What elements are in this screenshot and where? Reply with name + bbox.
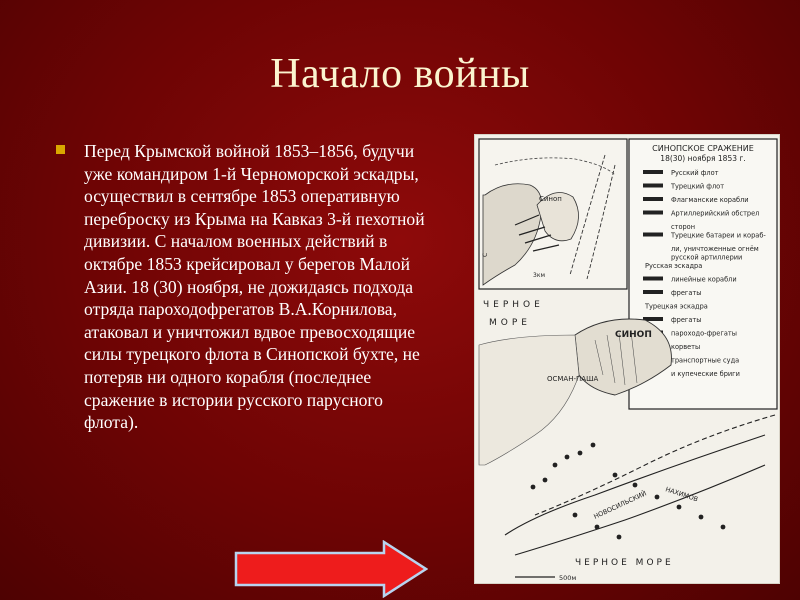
black-sea-label: ЧЕРНОЕ	[483, 300, 544, 310]
legend-item: пароходо-фрегаты	[671, 329, 737, 338]
sinop-label: СИНОП	[615, 330, 652, 340]
nakhimov-label: НАХИМОВ	[664, 485, 700, 504]
legend-item: Флагманские корабли	[671, 196, 749, 204]
sea-label: МОРЕ	[489, 318, 531, 328]
novosilsky-label: НОВОСИЛЬСКИЙ	[592, 489, 648, 521]
legend-marker	[643, 277, 663, 281]
right-arrow-icon[interactable]	[236, 542, 426, 596]
next-slide-button[interactable]	[234, 540, 428, 598]
legend-item: сторон	[671, 223, 696, 231]
osman-pasha-label: ОСМАН-ПАША	[547, 375, 599, 383]
legend-item: фрегаты	[671, 316, 702, 324]
legend-item: фрегаты	[671, 289, 702, 297]
legend-marker	[643, 197, 663, 201]
legend-item: Турецкий флот	[671, 182, 725, 191]
legend-item: Русский флот	[671, 169, 719, 177]
main-scale-label: 500м	[559, 574, 577, 582]
legend-item: и купеческие бриги	[671, 370, 740, 378]
legend-item: Турецкая эскадра	[645, 302, 708, 311]
legend-item: Артиллерийский обстрел	[671, 209, 760, 218]
legend-item: Русская эскадра	[645, 262, 703, 270]
legend-marker	[643, 211, 663, 215]
inset-sinop-label: Синоп	[539, 195, 562, 203]
body-paragraph: Перед Крымской войной 1853–1856, будучи уже командиром 1-й Черноморской эскадры, осуществил в сентябре 1853 оперативную переброску из Крыма на Кавказ 3-й пехотной дивизии. С началом военных действий в октябре 1853 крейсировал у берегов Малой Азии. 18 (30) ноября, не дожидаясь подхода отряда пароходофрегатов В.А.Корнилова, атаковал и уничтожил вдвое превосходящие силы турецкого флота в Синопской бухте, не потеряв ни одного корабля (последнее сражение в истории русского парусного флота).	[84, 141, 425, 433]
legend-marker	[643, 290, 663, 294]
inset-scale-label: 3км	[533, 272, 545, 279]
legend-item: транспортные суда	[671, 356, 740, 365]
legend-item: русской артиллерии	[671, 253, 743, 262]
bullet-square-icon	[56, 145, 65, 154]
slide-title: Начало войны	[270, 51, 530, 97]
black-sea-bottom-label: ЧЕРНОЕ МОРЕ	[575, 558, 674, 568]
legend-item: корветы	[671, 343, 701, 351]
legend-marker	[643, 184, 663, 188]
battle-map-image	[474, 134, 780, 584]
map-subtitle: 18(30) ноября 1853 г.	[660, 154, 746, 163]
map-title: СИНОПСКОЕ СРАЖЕНИЕ	[652, 144, 754, 153]
legend-item: ли, уничтоженные огнём	[671, 245, 759, 253]
svg-text:С: С	[482, 252, 489, 257]
legend-item: линейные корабли	[671, 275, 737, 284]
legend-item: Турецкие батареи и кораб-	[671, 231, 766, 240]
legend-marker	[643, 170, 663, 174]
legend-marker	[643, 233, 663, 237]
